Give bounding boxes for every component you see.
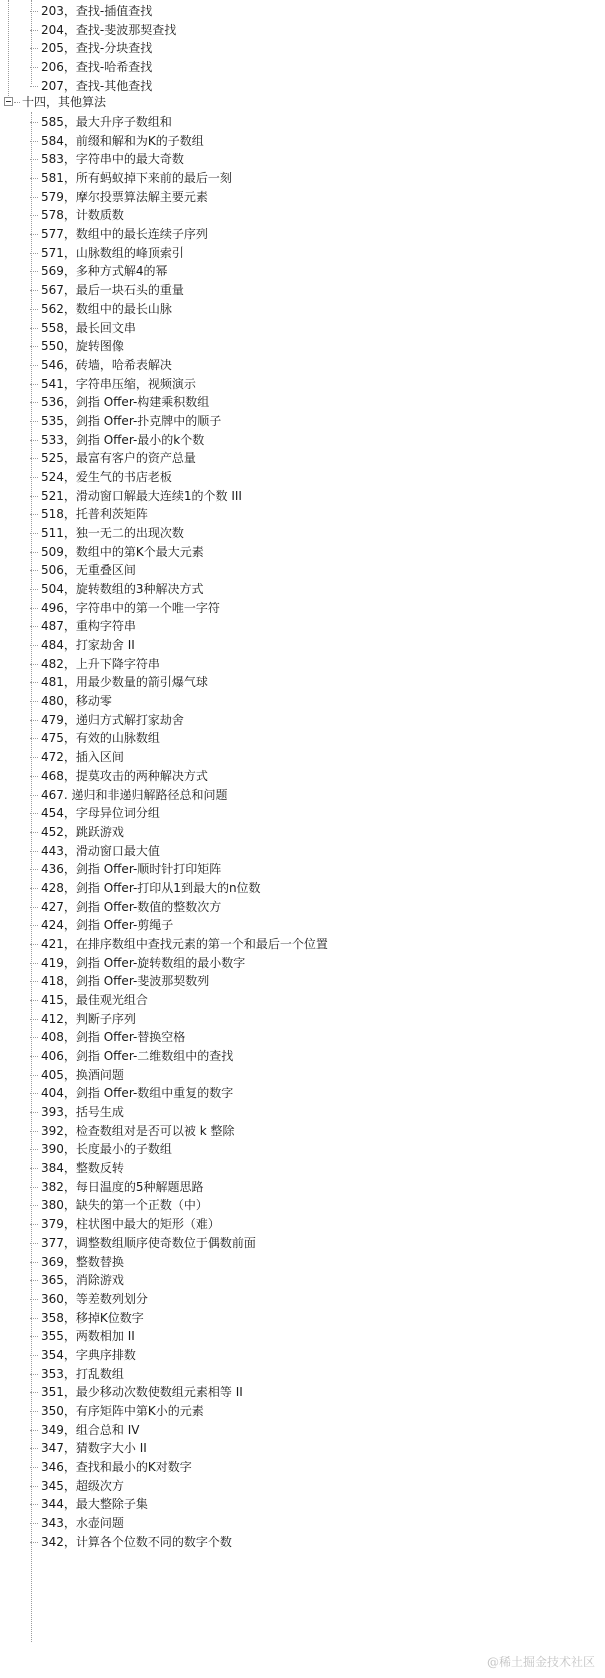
tree-item-label: 585，最大升序子数组和 (41, 115, 172, 129)
tree-connector (30, 589, 38, 590)
tree-item-label: 418，剑指 Offer-斐波那契数列 (41, 974, 210, 989)
tree-item[interactable] (40, 841, 160, 861)
tree-connector (30, 1336, 38, 1337)
watermark: @稀土掘金技术社区 (486, 1655, 595, 1669)
tree-item-label: 584，前缀和解和为K的子数组 (41, 133, 204, 148)
tree-item-label: 350，有序矩阵中第K小的元素 (41, 1403, 204, 1418)
collapse-toggle-icon[interactable] (4, 97, 13, 106)
tree-item[interactable] (40, 467, 172, 487)
tree-item[interactable] (40, 897, 221, 917)
tree-item[interactable] (40, 1233, 256, 1253)
tree-item[interactable] (40, 280, 184, 300)
tree-connector (30, 682, 38, 683)
tree-item[interactable] (40, 430, 204, 450)
tree-connector (30, 1318, 38, 1319)
tree-connector (30, 1299, 38, 1300)
tree-connector (30, 197, 38, 198)
tree-item-label: 535，剑指 Offer-扑克牌中的顺子 (41, 413, 222, 428)
tree-item[interactable] (40, 224, 208, 244)
tree-item-label: 354，字典序排数 (41, 1347, 136, 1362)
tree-item-label: 533，剑指 Offer-最小的k个数 (41, 432, 205, 447)
tree-item[interactable] (40, 934, 328, 954)
tree-connector (30, 1280, 38, 1281)
tree-item[interactable] (40, 1308, 144, 1328)
tree-connector (30, 981, 38, 982)
tree-connector (30, 477, 38, 478)
tree-item[interactable] (40, 1420, 139, 1440)
tree-item-label: 369，整数替换 (41, 1254, 124, 1269)
tree-item[interactable] (40, 803, 160, 823)
tree-connector (30, 813, 38, 814)
tree-item[interactable] (40, 1158, 124, 1178)
tree-item[interactable] (40, 1121, 234, 1141)
tree-item[interactable] (40, 1, 152, 21)
tree-connector (30, 907, 38, 908)
tree-connector (30, 1131, 38, 1132)
tree-item[interactable] (40, 1009, 136, 1029)
tree-item-label: 345，超级次方 (41, 1478, 124, 1493)
tree-item-label: 384，整数反转 (41, 1161, 124, 1176)
tree-item[interactable] (40, 1065, 124, 1085)
tree-item[interactable] (40, 411, 221, 431)
tree-item-label: 358，移掉K位数字 (41, 1310, 144, 1325)
tree-item[interactable] (40, 598, 220, 618)
tree-connector (30, 253, 38, 254)
tree-connector (30, 215, 38, 216)
tree-item-label: 558，最长回文串 (41, 320, 136, 335)
tree-item-label: 467. 递归和非递归解路径总和问题 (41, 787, 228, 802)
tree-item-label: 353，打乱数组 (41, 1366, 124, 1381)
tree-item-label: 365，消除游戏 (41, 1273, 124, 1288)
tree-item-label: 421，在排序数组中查找元素的第一个和最后一个位置 (41, 936, 328, 951)
tree-connector (30, 1019, 38, 1020)
tree-connector (30, 608, 38, 609)
tree-item-label: 518，托普利茨矩阵 (41, 507, 148, 522)
tree-connector (30, 626, 38, 627)
tree-item[interactable] (40, 822, 124, 842)
tree-item-label: 452，跳跃游戏 (41, 824, 124, 839)
tree-item[interactable] (40, 76, 152, 96)
tree-connector (30, 664, 38, 665)
tree-item-label: 404，剑指 Offer-数组中重复的数字 (41, 1086, 234, 1101)
tree-item[interactable] (40, 523, 184, 543)
tree-item[interactable] (40, 504, 148, 524)
tree-connector (30, 832, 38, 833)
tree-item-label: 351，最少移动次数使数组元素相等 II (41, 1385, 243, 1400)
tree-item[interactable] (40, 859, 221, 879)
tree-item-label: 496，字符串中的第一个唯一字符 (41, 600, 220, 615)
tree-item-label: 349，组合总和 IV (41, 1422, 140, 1437)
tree-item[interactable] (40, 1139, 172, 1159)
tree-item[interactable] (40, 1195, 208, 1215)
tree-connector (30, 141, 38, 142)
tree-item[interactable] (40, 915, 173, 935)
tree-item[interactable] (40, 261, 168, 281)
tree-item[interactable] (40, 654, 160, 674)
tree-connector (30, 48, 38, 49)
tree-item-label: 377，调整数组顺序使奇数位于偶数前面 (41, 1235, 256, 1250)
tree-item-label: 454，字母异位词分组 (41, 806, 160, 821)
tree-connector (30, 776, 38, 777)
tree-connector (30, 234, 38, 235)
tree-item[interactable] (40, 691, 112, 711)
tree-item-label: 355，两数相加 II (41, 1329, 135, 1344)
tree-item-label: 482，上升下降字符串 (41, 656, 160, 671)
tree-connector (30, 1075, 38, 1076)
tree-connector (30, 421, 38, 422)
tree-guide-line-top (31, 0, 32, 84)
tree-item-label: 408，剑指 Offer-替换空格 (41, 1030, 186, 1045)
tree-item-label: 550，旋转图像 (41, 339, 124, 354)
tree-item[interactable] (40, 1513, 124, 1533)
tree-connector (30, 1486, 38, 1487)
tree-connector (30, 159, 38, 160)
tree-item[interactable] (40, 355, 172, 375)
tree-item[interactable] (40, 1438, 147, 1458)
tree-item-label: 562，数组中的最长山脉 (41, 301, 172, 316)
tree-item[interactable] (40, 766, 208, 786)
tree-item[interactable] (40, 579, 204, 599)
tree-connector (30, 869, 38, 870)
tree-item[interactable] (40, 1457, 192, 1477)
tree-connector (30, 1205, 38, 1206)
tree-item-label: 379，柱状图中最大的矩形（难） (41, 1217, 220, 1232)
tree-item-label: 511，独一无二的出现次数 (41, 526, 184, 540)
tree-item-label: 393，括号生成 (41, 1105, 124, 1119)
tree-connector (30, 1056, 38, 1057)
tree-item-label: 428，剑指 Offer-打印从1到最大的n位数 (41, 880, 261, 895)
tree-item[interactable] (40, 318, 136, 338)
tree-connector (30, 1392, 38, 1393)
tree-item-label: 427，剑指 Offer-数值的整数次方 (41, 899, 222, 914)
tree-connector (30, 178, 38, 179)
tree-connector (30, 458, 38, 459)
tree-connector (30, 738, 38, 739)
tree-connector (30, 701, 38, 702)
tree-item[interactable] (40, 1476, 124, 1496)
tree-item-label: 577，数组中的最长连续子序列 (41, 227, 208, 242)
tree-item[interactable] (40, 243, 184, 263)
tree-item[interactable] (40, 542, 204, 562)
tree-item-label: 343，水壶问题 (41, 1516, 124, 1530)
tree-connector (30, 1037, 38, 1038)
tree-item-label: 207，查找-其他查找 (41, 78, 153, 93)
tree-item-label: 382，每日温度的5种解题思路 (41, 1179, 204, 1194)
tree-connector (30, 1467, 38, 1468)
tree-item-label: 567，最后一块石头的重量 (41, 283, 184, 298)
tree-item[interactable] (40, 1401, 204, 1421)
tree-item-label: 203，查找-插值查找 (41, 4, 153, 18)
tree-connector (30, 1411, 38, 1412)
tree-item-label: 524，爱生气的书店老板 (41, 469, 172, 484)
tree-item-label: 541，字符串压缩，视频演示 (41, 376, 196, 391)
tree-item-label: 205，查找-分块查找 (41, 41, 153, 56)
tree-item-label: 506，无重叠区间 (41, 563, 136, 578)
tree-item-label: 475，有效的山脉数组 (41, 731, 160, 746)
tree-connector (30, 888, 38, 889)
tree-connector (30, 963, 38, 964)
tree-item[interactable] (40, 616, 136, 636)
tree-connector (30, 514, 38, 515)
tree-item-label: 569，多种方式解4的幂 (41, 264, 168, 279)
tree-connector (30, 925, 38, 926)
tree-item-label: 204，查找-斐波那契查找 (41, 22, 177, 37)
tree-item-label: 424，剑指 Offer-剪绳子 (41, 918, 174, 933)
tree-connector (30, 720, 38, 721)
tree-item-label: 481，用最少数量的箭引爆气球 (41, 675, 208, 690)
tree-item[interactable] (40, 336, 124, 356)
tree-connector (30, 11, 38, 12)
tree-item[interactable] (40, 131, 204, 151)
tree-item[interactable] (40, 1177, 204, 1197)
tree-item-label: 412，判断子序列 (41, 1011, 136, 1026)
tree-item[interactable] (40, 1252, 124, 1272)
tree-item-label: 392，检查数组对是否可以被 k 整除 (41, 1123, 235, 1138)
tree-item[interactable] (40, 1494, 148, 1514)
tree-connector (30, 1430, 38, 1431)
tree-item-label: 468，提莫攻击的两种解决方式 (41, 768, 208, 783)
tree-item[interactable] (40, 20, 176, 40)
tree-connector (14, 102, 20, 103)
tree-connector (30, 1504, 38, 1505)
tree-item-label: 521，滑动窗口解最大连续1的个数 III (41, 488, 242, 503)
tree-connector (30, 1243, 38, 1244)
tree-item[interactable] (40, 38, 152, 58)
tree-connector (30, 1542, 38, 1543)
tree-item[interactable] (40, 1027, 185, 1047)
tree-connector (30, 570, 38, 571)
tree-item-label: 472，插入区间 (41, 750, 124, 765)
tree-item[interactable] (40, 672, 208, 692)
tree-item-label: 405，换酒问题 (41, 1067, 124, 1082)
tree-connector (30, 271, 38, 272)
tree-item-label: 525，最富有客户的资产总量 (41, 451, 196, 466)
tree-connector (30, 552, 38, 553)
tree-item[interactable] (40, 1382, 243, 1402)
tree-item[interactable] (40, 1289, 148, 1309)
tree-item[interactable] (40, 747, 124, 767)
tree-connector (30, 30, 38, 31)
tree-item-label: 487，重构字符串 (41, 619, 136, 634)
tree-connector (30, 309, 38, 310)
tree-item[interactable] (40, 299, 172, 319)
tree-item-label: 579，摩尔投票算法解主要元素 (41, 189, 208, 204)
tree-item-label: 346，查找和最小的K对数字 (41, 1460, 192, 1474)
tree-item-label: 536，剑指 Offer-构建乘积数组 (41, 395, 210, 410)
tree-item[interactable] (40, 990, 148, 1010)
tree-connector (30, 1168, 38, 1169)
tree-item-label: 419，剑指 Offer-旋转数组的最小数字 (41, 955, 246, 970)
tree-item[interactable] (40, 1364, 124, 1384)
tree-item[interactable] (40, 953, 245, 973)
tree-item-label: 380，缺失的第一个正数（中） (41, 1198, 208, 1213)
tree-item-label: 578，计数质数 (41, 208, 124, 223)
tree-item-label: 581，所有蚂蚁掉下来前的最后一刻 (41, 171, 232, 185)
tree-item[interactable] (40, 878, 261, 898)
tree-item-label: 571，山脉数组的峰顶索引 (41, 245, 184, 260)
tree-item-label: 342，计算各个位数不同的数字个数 (41, 1534, 232, 1549)
tree-connector (30, 757, 38, 758)
tree-connector (30, 944, 38, 945)
tree-item[interactable] (40, 1532, 232, 1552)
tree-item-label: 415，最佳观光组合 (41, 993, 148, 1007)
tree-item[interactable] (40, 486, 242, 506)
tree-connector (30, 346, 38, 347)
tree-connector (30, 328, 38, 329)
tree-item[interactable] (40, 971, 209, 991)
tree-guide-line-root (8, 0, 9, 98)
tree-connector (30, 533, 38, 534)
tree-item-label: 509，数组中的第K个最大元素 (41, 544, 204, 559)
tree-connector (30, 1112, 38, 1113)
tree-connector (30, 1093, 38, 1094)
tree-connector (30, 496, 38, 497)
tree-item[interactable] (40, 1083, 233, 1103)
tree-connector (30, 1374, 38, 1375)
tree-item[interactable] (40, 57, 152, 77)
tree-item-label: 406，剑指 Offer-二维数组中的查找 (41, 1049, 234, 1063)
tree-node-label: 十四，其他算法 (22, 95, 107, 109)
tree-connector (30, 440, 38, 441)
tree-connector (30, 67, 38, 68)
tree-item-label: 546，砖墙，哈希表解决 (41, 357, 172, 372)
tree-connector (30, 1224, 38, 1225)
tree-item[interactable] (40, 1102, 124, 1122)
tree-connector (30, 365, 38, 366)
tree-connector (30, 795, 38, 796)
tree-item[interactable] (40, 448, 196, 468)
tree-connector (30, 1523, 38, 1524)
tree-item-label: 390，长度最小的子数组 (41, 1142, 172, 1157)
tree-connector (30, 1262, 38, 1263)
tree-item-label: 344，最大整除子集 (41, 1497, 148, 1512)
tree-connector (30, 1355, 38, 1356)
tree-connector (30, 402, 38, 403)
tree-connector (30, 1448, 38, 1449)
tree-item-label: 583，字符串中的最大奇数 (41, 152, 184, 167)
tree-item[interactable] (40, 392, 209, 412)
tree-item[interactable] (40, 168, 232, 188)
tree-connector (30, 851, 38, 852)
tree-item[interactable] (40, 205, 124, 225)
tree-item-label: 347，猜数字大小 II (41, 1441, 147, 1456)
tree-connector (30, 290, 38, 291)
tree-item-label: 206，查找-哈希查找 (41, 60, 153, 75)
tree-item[interactable] (40, 112, 172, 132)
tree-connector (30, 122, 38, 123)
tree-connector (30, 1000, 38, 1001)
tree-item[interactable] (40, 149, 184, 169)
tree-item[interactable] (40, 1214, 220, 1234)
tree-item-label: 436，剑指 Offer-顺时针打印矩阵 (41, 862, 222, 877)
tree-item[interactable] (40, 635, 135, 655)
tree-item-label: 504，旋转数组的3种解决方式 (41, 582, 204, 596)
tree-item[interactable] (40, 374, 196, 394)
tree-item[interactable] (40, 785, 228, 805)
tree-connector (30, 1149, 38, 1150)
tree-item[interactable] (40, 1345, 136, 1365)
tree-item[interactable] (40, 1270, 124, 1290)
tree-item-label: 443，滑动窗口最大值 (41, 843, 160, 858)
tree-connector (30, 1187, 38, 1188)
tree-item[interactable] (40, 187, 208, 207)
tree-connector (30, 645, 38, 646)
tree-item-label: 479，递归方式解打家劫舍 (41, 712, 184, 727)
tree-item-label: 484，打家劫舍 II (41, 638, 135, 652)
tree-item[interactable] (40, 1046, 233, 1066)
tree-item-label: 480，移动零 (41, 694, 112, 709)
tree-connector (30, 86, 38, 87)
tree-guide-line-children (31, 112, 32, 1642)
tree-item[interactable] (40, 728, 160, 748)
tree-item[interactable] (40, 560, 136, 580)
tree-connector (30, 384, 38, 385)
tree-item-label: 360，等差数列划分 (41, 1291, 148, 1306)
tree-item[interactable] (40, 710, 184, 730)
tree-item[interactable] (40, 1326, 135, 1346)
